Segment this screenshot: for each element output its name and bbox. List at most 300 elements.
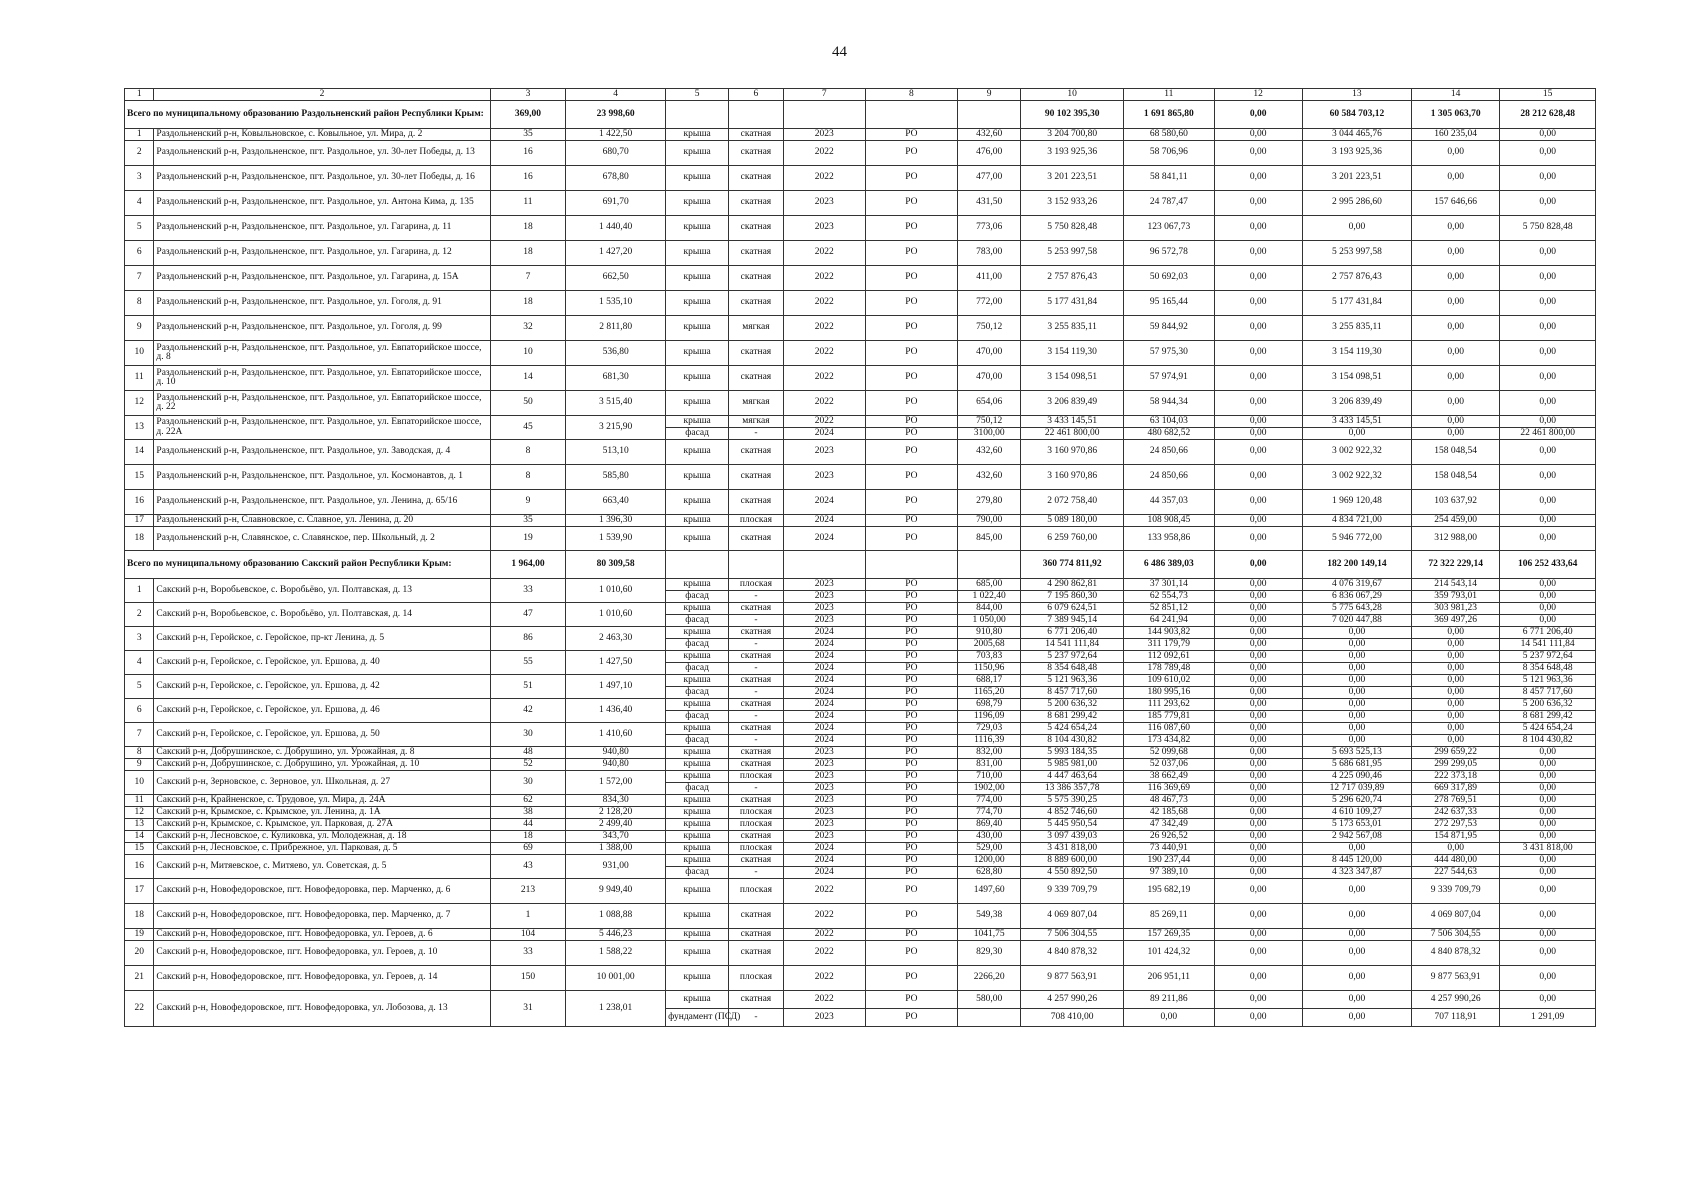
work-cell-c13: 6 836 067,29	[1302, 591, 1411, 603]
work-cell-c12: 0,00	[1214, 141, 1302, 166]
table-row	[125, 966, 1596, 991]
building-area: 1 388,00	[566, 843, 666, 855]
table-row	[125, 675, 1596, 687]
residents-count: 14	[490, 366, 566, 391]
building-area: 1 410,60	[566, 723, 666, 747]
work-cell-c15: 0,00	[1500, 527, 1596, 551]
work-cell-c11: 112 092,61	[1124, 651, 1214, 663]
work-cell-c7: 2024	[783, 527, 865, 551]
work-cell-c12: 0,00	[1214, 341, 1302, 366]
work-cell-c5: крыша	[666, 391, 729, 416]
building-area: 663,40	[566, 490, 666, 515]
work-cell-c15: 5 750 828,48	[1500, 216, 1596, 241]
work-cell-c5: крыша	[666, 191, 729, 216]
work-cell-c9: 476,00	[958, 141, 1021, 166]
work-cell-c6: скатная	[729, 129, 784, 141]
empty-cell	[666, 551, 729, 579]
work-cell-c6: плоская	[729, 515, 784, 527]
work-cell-c10: 5 424 654,24	[1021, 723, 1124, 735]
work-cell-c10: 5 575 390,25	[1021, 795, 1124, 807]
work-cell-c11: 123 067,73	[1124, 216, 1214, 241]
row-number: 16	[125, 855, 154, 879]
work-cell-c13: 3 154 119,30	[1302, 341, 1411, 366]
work-cell-c7: 2023	[783, 759, 865, 771]
work-cell-c6: -	[729, 591, 784, 603]
table-row	[125, 699, 1596, 711]
work-cell-c15: 0,00	[1500, 166, 1596, 191]
table-row	[125, 855, 1596, 867]
building-address: Сакский р-н, Новофедоровское, пгт. Новофедоровка, пер. Марченко, д. 6	[154, 879, 490, 904]
building-address: Сакский р-н, Новофедоровское, пгт. Новофедоровка, ул. Героев, д. 10	[154, 941, 490, 966]
building-area: 678,80	[566, 166, 666, 191]
building-area: 1 427,50	[566, 651, 666, 675]
building-address: Раздольненский р-н, Раздольненское, пгт. Раздольное, ул. Евпаторийское шоссе, д. 22А	[154, 416, 490, 440]
work-cell-c8: РО	[865, 391, 957, 416]
work-cell-c13: 3 433 145,51	[1302, 416, 1411, 428]
work-cell-c7: 2022	[783, 991, 865, 1009]
table-row	[125, 929, 1596, 941]
work-cell-c12: 0,00	[1214, 941, 1302, 966]
work-cell-c11: 178 789,48	[1124, 663, 1214, 675]
work-cell-c7: 2023	[783, 591, 865, 603]
building-address: Сакский р-н, Геройское, с. Геройское, ул. Ершова, д. 42	[154, 675, 490, 699]
work-cell-c11: 68 580,60	[1124, 129, 1214, 141]
row-number: 7	[125, 266, 154, 291]
work-cell-c5: фасад	[666, 428, 729, 440]
table-row	[125, 807, 1596, 819]
building-area: 940,80	[566, 759, 666, 771]
work-cell-c14: 160 235,04	[1412, 129, 1500, 141]
row-number: 14	[125, 831, 154, 843]
column-number: 11	[1124, 89, 1214, 101]
work-cell-c11: 206 951,11	[1124, 966, 1214, 991]
work-cell-c13: 5 177 431,84	[1302, 291, 1411, 316]
work-cell-c9: 750,12	[958, 416, 1021, 428]
building-area: 940,80	[566, 747, 666, 759]
work-cell-c10: 8 681 299,42	[1021, 711, 1124, 723]
work-cell-c13: 5 173 653,01	[1302, 819, 1411, 831]
work-cell-c14: 669 317,89	[1412, 783, 1500, 795]
table-row	[125, 747, 1596, 759]
work-cell-c15: 0,00	[1500, 291, 1596, 316]
work-cell-c11: 133 958,86	[1124, 527, 1214, 551]
work-cell-c10: 4 069 807,04	[1021, 904, 1124, 929]
work-cell-c9: 1 022,40	[958, 591, 1021, 603]
work-cell-c7: 2023	[783, 771, 865, 783]
work-cell-c10: 3 201 223,51	[1021, 166, 1124, 191]
work-cell-c8: РО	[865, 579, 957, 591]
total-amount: 1 305 063,70	[1412, 101, 1500, 129]
work-cell-c5: фасад	[666, 687, 729, 699]
work-cell-c7: 2024	[783, 490, 865, 515]
work-cell-c15: 0,00	[1500, 416, 1596, 428]
work-cell-c8: РО	[865, 795, 957, 807]
work-cell-c10: 4 290 862,81	[1021, 579, 1124, 591]
work-cell-c8: РО	[865, 603, 957, 615]
work-cell-c12: 0,00	[1214, 465, 1302, 490]
work-cell-c5: крыша	[666, 771, 729, 783]
total-area: 23 998,60	[566, 101, 666, 129]
work-cell-c11: 185 779,81	[1124, 711, 1214, 723]
work-cell-c8: РО	[865, 527, 957, 551]
work-cell-c5: фасад	[666, 639, 729, 651]
work-cell-c12: 0,00	[1214, 1009, 1302, 1027]
table-row	[125, 366, 1596, 391]
work-cell-c15: 5 200 636,32	[1500, 699, 1596, 711]
work-cell-c12: 0,00	[1214, 783, 1302, 795]
work-cell-c10: 5 177 431,84	[1021, 291, 1124, 316]
building-area: 9 949,40	[566, 879, 666, 904]
building-area: 343,70	[566, 831, 666, 843]
building-area: 1 440,40	[566, 216, 666, 241]
work-cell-c14: 4 840 878,32	[1412, 941, 1500, 966]
residents-count: 33	[490, 579, 566, 603]
total-amount: 72 322 229,14	[1412, 551, 1500, 579]
work-cell-c12: 0,00	[1214, 591, 1302, 603]
work-cell-c9: 3100,00	[958, 428, 1021, 440]
work-cell-c5: крыша	[666, 579, 729, 591]
work-cell-c15: 0,00	[1500, 855, 1596, 867]
work-cell-c13: 0,00	[1302, 929, 1411, 941]
work-cell-c9: 432,60	[958, 440, 1021, 465]
work-cell-c9: 580,00	[958, 991, 1021, 1009]
work-cell-c7: 2024	[783, 675, 865, 687]
work-cell-c5: фасад	[666, 711, 729, 723]
work-cell-c11: 26 926,52	[1124, 831, 1214, 843]
work-cell-c7: 2023	[783, 819, 865, 831]
work-cell-c11: 116 369,69	[1124, 783, 1214, 795]
work-cell-c15: 0,00	[1500, 904, 1596, 929]
work-cell-c6: плоская	[729, 966, 784, 991]
work-cell-c7: 2022	[783, 341, 865, 366]
work-cell-c8: РО	[865, 991, 957, 1009]
row-number: 21	[125, 966, 154, 991]
empty-cell	[958, 101, 1021, 129]
work-cell-c12: 0,00	[1214, 663, 1302, 675]
building-area: 1 088,88	[566, 904, 666, 929]
work-cell-c6: скатная	[729, 747, 784, 759]
work-cell-c7: 2022	[783, 166, 865, 191]
residents-count: 50	[490, 391, 566, 416]
work-cell-c7: 2024	[783, 428, 865, 440]
work-cell-c15: 14 541 111,84	[1500, 639, 1596, 651]
building-area: 2 811,80	[566, 316, 666, 341]
work-cell-c13: 3 206 839,49	[1302, 391, 1411, 416]
total-amount: 90 102 395,30	[1021, 101, 1124, 129]
table-row	[125, 141, 1596, 166]
work-cell-c11: 50 692,03	[1124, 266, 1214, 291]
work-cell-c7: 2024	[783, 711, 865, 723]
work-cell-c14: 707 118,91	[1412, 1009, 1500, 1027]
work-cell-c6: скатная	[729, 723, 784, 735]
work-cell-c14: 0,00	[1412, 699, 1500, 711]
table-row	[125, 440, 1596, 465]
building-area: 662,50	[566, 266, 666, 291]
building-address: Сакский р-н, Новофедоровское, пгт. Новофедоровка, ул. Героев, д. 6	[154, 929, 490, 941]
work-cell-c6: -	[729, 1009, 784, 1027]
work-cell-c14: 158 048,54	[1412, 440, 1500, 465]
building-address: Раздольненский р-н, Раздольненское, пгт. Раздольное, ул. Гагарина, д. 11	[154, 216, 490, 241]
work-cell-c10: 8 457 717,60	[1021, 687, 1124, 699]
work-cell-c5: крыша	[666, 831, 729, 843]
work-cell-c5: крыша	[666, 166, 729, 191]
work-cell-c10: 3 255 835,11	[1021, 316, 1124, 341]
work-cell-c6: скатная	[729, 941, 784, 966]
work-cell-c13: 3 193 925,36	[1302, 141, 1411, 166]
work-cell-c12: 0,00	[1214, 615, 1302, 627]
work-cell-c6: плоская	[729, 879, 784, 904]
residents-count: 44	[490, 819, 566, 831]
work-cell-c14: 0,00	[1412, 651, 1500, 663]
building-area: 585,80	[566, 465, 666, 490]
work-cell-c12: 0,00	[1214, 627, 1302, 639]
work-cell-c7: 2023	[783, 783, 865, 795]
work-cell-c7: 2023	[783, 603, 865, 615]
work-cell-c5: фасад	[666, 867, 729, 879]
work-cell-c12: 0,00	[1214, 440, 1302, 465]
work-cell-c10: 4 447 463,64	[1021, 771, 1124, 783]
column-number: 7	[783, 89, 865, 101]
table-row	[125, 723, 1596, 735]
work-cell-c6: скатная	[729, 166, 784, 191]
work-cell-c6: скатная	[729, 795, 784, 807]
work-cell-c5: крыша	[666, 855, 729, 867]
work-cell-c13: 0,00	[1302, 966, 1411, 991]
work-cell-c13: 2 995 286,60	[1302, 191, 1411, 216]
column-number: 14	[1412, 89, 1500, 101]
work-cell-c8: РО	[865, 783, 957, 795]
row-number: 12	[125, 391, 154, 416]
work-cell-c12: 0,00	[1214, 579, 1302, 591]
building-address: Сакский р-н, Зерновское, с. Зерновое, ул. Школьная, д. 27	[154, 771, 490, 795]
work-cell-c9: 750,12	[958, 316, 1021, 341]
work-cell-c8: РО	[865, 428, 957, 440]
work-cell-c13: 5 686 681,95	[1302, 759, 1411, 771]
work-cell-c7: 2024	[783, 867, 865, 879]
work-cell-c13: 4 323 347,87	[1302, 867, 1411, 879]
work-cell-c5: фасад	[666, 663, 729, 675]
work-cell-c5: крыша	[666, 904, 729, 929]
work-cell-c8: РО	[865, 291, 957, 316]
table-row	[125, 843, 1596, 855]
total-area: 80 309,58	[566, 551, 666, 579]
work-cell-c11: 37 301,14	[1124, 579, 1214, 591]
work-cell-c14: 272 297,53	[1412, 819, 1500, 831]
work-cell-c13: 0,00	[1302, 675, 1411, 687]
work-cell-c12: 0,00	[1214, 651, 1302, 663]
work-cell-c14: 0,00	[1412, 366, 1500, 391]
work-cell-c11: 311 179,79	[1124, 639, 1214, 651]
residents-count: 18	[490, 216, 566, 241]
work-cell-c9: 773,06	[958, 216, 1021, 241]
building-area: 3 215,90	[566, 416, 666, 440]
empty-cell	[783, 551, 865, 579]
work-cell-c14: 158 048,54	[1412, 465, 1500, 490]
work-cell-c13: 0,00	[1302, 879, 1411, 904]
work-cell-c13: 0,00	[1302, 639, 1411, 651]
work-cell-c10: 3 204 700,80	[1021, 129, 1124, 141]
work-cell-c6: скатная	[729, 904, 784, 929]
district-total-row	[125, 101, 1596, 129]
work-cell-c13: 0,00	[1302, 216, 1411, 241]
total-amount: 6 486 389,03	[1124, 551, 1214, 579]
residents-count: 8	[490, 440, 566, 465]
work-cell-c13: 7 020 447,88	[1302, 615, 1411, 627]
table-row	[125, 991, 1596, 1009]
work-cell-c8: РО	[865, 879, 957, 904]
work-cell-c13: 4 834 721,00	[1302, 515, 1411, 527]
work-cell-c5: крыша	[666, 747, 729, 759]
work-cell-c12: 0,00	[1214, 735, 1302, 747]
work-cell-c9: 845,00	[958, 527, 1021, 551]
work-cell-c13: 12 717 039,89	[1302, 783, 1411, 795]
work-cell-c9: 1116,39	[958, 735, 1021, 747]
work-cell-c5: крыша	[666, 440, 729, 465]
work-cell-c6: скатная	[729, 266, 784, 291]
residents-count: 48	[490, 747, 566, 759]
work-cell-c14: 0,00	[1412, 241, 1500, 266]
work-cell-c6: скатная	[729, 291, 784, 316]
page-number: 44	[832, 44, 847, 60]
row-number: 15	[125, 843, 154, 855]
row-number: 8	[125, 291, 154, 316]
work-cell-c15: 0,00	[1500, 366, 1596, 391]
work-cell-c10: 5 089 180,00	[1021, 515, 1124, 527]
work-cell-c15: 0,00	[1500, 929, 1596, 941]
work-cell-c15: 0,00	[1500, 795, 1596, 807]
work-cell-c15: 0,00	[1500, 515, 1596, 527]
work-cell-c10: 2 072 758,40	[1021, 490, 1124, 515]
work-cell-c9: 477,00	[958, 166, 1021, 191]
residents-count: 18	[490, 831, 566, 843]
residents-count: 45	[490, 416, 566, 440]
column-number: 3	[490, 89, 566, 101]
row-number: 10	[125, 341, 154, 366]
work-cell-c10: 3 433 145,51	[1021, 416, 1124, 428]
work-cell-c10: 8 104 430,82	[1021, 735, 1124, 747]
work-cell-c6: скатная	[729, 366, 784, 391]
residents-count: 69	[490, 843, 566, 855]
work-cell-c6: -	[729, 735, 784, 747]
building-area: 1 010,60	[566, 579, 666, 603]
building-address: Сакский р-н, Геройское, с. Геройское, ул. Ершова, д. 46	[154, 699, 490, 723]
work-cell-c10: 5 993 184,35	[1021, 747, 1124, 759]
column-numbers-row	[125, 89, 1596, 101]
work-cell-c10: 4 852 746,60	[1021, 807, 1124, 819]
row-number: 9	[125, 759, 154, 771]
work-cell-c8: РО	[865, 316, 957, 341]
column-number: 15	[1500, 89, 1596, 101]
building-area: 834,30	[566, 795, 666, 807]
work-cell-c13: 0,00	[1302, 428, 1411, 440]
table-row	[125, 603, 1596, 615]
work-cell-c7: 2023	[783, 191, 865, 216]
work-cell-c15: 0,00	[1500, 966, 1596, 991]
work-cell-c6: скатная	[729, 627, 784, 639]
work-cell-c7: 2023	[783, 465, 865, 490]
residents-count: 213	[490, 879, 566, 904]
work-cell-c12: 0,00	[1214, 879, 1302, 904]
work-cell-c10: 6 771 206,40	[1021, 627, 1124, 639]
work-cell-c8: РО	[865, 735, 957, 747]
table-row	[125, 627, 1596, 639]
row-number: 8	[125, 747, 154, 759]
work-cell-c8: РО	[865, 687, 957, 699]
building-area: 1 010,60	[566, 603, 666, 627]
work-cell-c12: 0,00	[1214, 191, 1302, 216]
work-cell-c8: РО	[865, 465, 957, 490]
work-cell-c5: крыша	[666, 879, 729, 904]
work-cell-c6: скатная	[729, 341, 784, 366]
work-cell-c6: -	[729, 639, 784, 651]
residents-count: 150	[490, 966, 566, 991]
work-cell-c5: крыша	[666, 316, 729, 341]
work-cell-c11: 85 269,11	[1124, 904, 1214, 929]
work-cell-c6: плоская	[729, 807, 784, 819]
work-cell-c7: 2024	[783, 663, 865, 675]
empty-cell	[783, 101, 865, 129]
work-cell-c14: 299 659,22	[1412, 747, 1500, 759]
work-cell-c11: 59 844,92	[1124, 316, 1214, 341]
work-cell-c14: 4 257 990,26	[1412, 991, 1500, 1009]
work-cell-c14: 299 299,05	[1412, 759, 1500, 771]
row-number: 4	[125, 191, 154, 216]
work-cell-c8: РО	[865, 166, 957, 191]
work-cell-c13: 5 775 643,28	[1302, 603, 1411, 615]
work-cell-c5: крыша	[666, 759, 729, 771]
work-cell-c6: скатная	[729, 675, 784, 687]
work-cell-c12: 0,00	[1214, 855, 1302, 867]
work-cell-c10: 3 193 925,36	[1021, 141, 1124, 166]
work-cell-c12: 0,00	[1214, 166, 1302, 191]
work-cell-c15: 0,00	[1500, 591, 1596, 603]
column-number: 12	[1214, 89, 1302, 101]
work-cell-c5: крыша	[666, 991, 729, 1009]
residents-count: 9	[490, 490, 566, 515]
work-cell-c14: 7 506 304,55	[1412, 929, 1500, 941]
building-area: 681,30	[566, 366, 666, 391]
table-row	[125, 316, 1596, 341]
work-cell-c10: 2 757 876,43	[1021, 266, 1124, 291]
building-area: 1 396,30	[566, 515, 666, 527]
work-cell-c11: 480 682,52	[1124, 428, 1214, 440]
row-number: 20	[125, 941, 154, 966]
work-cell-c12: 0,00	[1214, 291, 1302, 316]
row-number: 13	[125, 416, 154, 440]
work-cell-c11: 52 851,12	[1124, 603, 1214, 615]
work-cell-c10: 3 154 119,30	[1021, 341, 1124, 366]
work-cell-c10: 3 154 098,51	[1021, 366, 1124, 391]
work-cell-c11: 57 975,30	[1124, 341, 1214, 366]
building-address: Раздольненский р-н, Раздольненское, пгт. Раздольное, ул. Антона Кима, д. 135	[154, 191, 490, 216]
work-cell-c12: 0,00	[1214, 759, 1302, 771]
residents-count: 33	[490, 941, 566, 966]
work-cell-c13: 5 296 620,74	[1302, 795, 1411, 807]
work-cell-c9: 2266,20	[958, 966, 1021, 991]
building-address: Сакский р-н, Митяевское, с. Митяево, ул. Советская, д. 5	[154, 855, 490, 879]
residents-count: 38	[490, 807, 566, 819]
work-cell-c13: 5 253 997,58	[1302, 241, 1411, 266]
work-cell-c9: 710,00	[958, 771, 1021, 783]
work-cell-c7: 2022	[783, 929, 865, 941]
work-cell-c11: 190 237,44	[1124, 855, 1214, 867]
work-cell-c13: 3 002 922,32	[1302, 440, 1411, 465]
work-cell-c5: крыша	[666, 723, 729, 735]
work-cell-c14: 359 793,01	[1412, 591, 1500, 603]
work-cell-c11: 44 357,03	[1124, 490, 1214, 515]
work-cell-c14: 157 646,66	[1412, 191, 1500, 216]
building-address: Сакский р-н, Геройское, с. Геройское, ул. Ершова, д. 50	[154, 723, 490, 747]
